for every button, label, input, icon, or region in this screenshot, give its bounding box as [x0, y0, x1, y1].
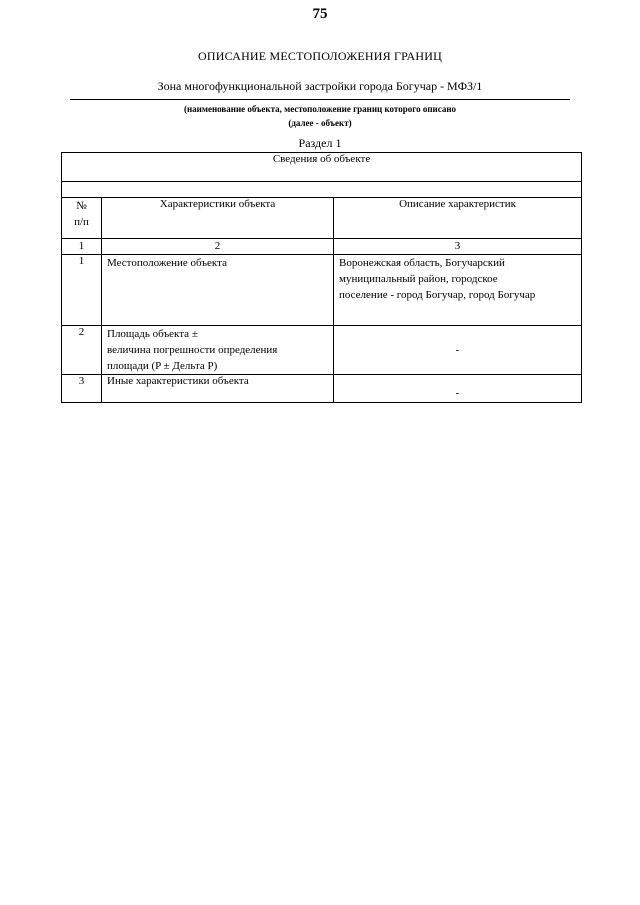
table-row: [62, 255, 582, 326]
column-header-number: № п/п: [62, 198, 102, 239]
object-name-caption-line2: (далее - объект): [288, 118, 352, 128]
row-description: -: [334, 326, 582, 375]
section-title: Раздел 1: [298, 136, 342, 150]
row-characteristic: Местоположение объекта: [102, 255, 334, 326]
object-info-table: [61, 152, 582, 403]
table-row: [62, 326, 582, 375]
column-header-description: Описание характеристик: [334, 198, 582, 239]
row-number: 3: [62, 375, 102, 403]
table-column-headers: [62, 198, 582, 239]
column-number-2: 2: [102, 239, 334, 255]
table-heading: Сведения об объекте: [62, 153, 582, 182]
table-heading-row: [62, 153, 582, 182]
object-name-caption-line1: (наименование объекта, местоположение границ которого описано: [183, 104, 457, 114]
table-blank-row: [62, 182, 582, 198]
row-characteristic: Площадь объекта ± величина погрешности определения площади (P ± Дельта P): [102, 326, 334, 375]
document-title: ОПИСАНИЕ МЕСТОПОЛОЖЕНИЯ ГРАНИЦ: [198, 49, 442, 63]
row-number: 2: [62, 326, 102, 375]
column-number-3: 3: [334, 239, 582, 255]
row-description: -: [334, 375, 582, 403]
table-column-numbers: [62, 239, 582, 255]
table-row: [62, 375, 582, 403]
table-blank-cell: [62, 182, 582, 198]
object-name-underline: [70, 99, 570, 100]
row-characteristic: Иные характеристики объекта: [102, 375, 334, 403]
row-description: Воронежская область, Богучарский муниципальный район, городское поселение - город Богучар, город Богучар: [334, 255, 582, 326]
column-number-1: 1: [62, 239, 102, 255]
object-name: Зона многофункциональной застройки города Богучар - МФЗ/1: [157, 79, 483, 93]
row-number: 1: [62, 255, 102, 326]
page-number: 75: [312, 6, 328, 22]
column-header-characteristic: Характеристики объекта: [102, 198, 334, 239]
